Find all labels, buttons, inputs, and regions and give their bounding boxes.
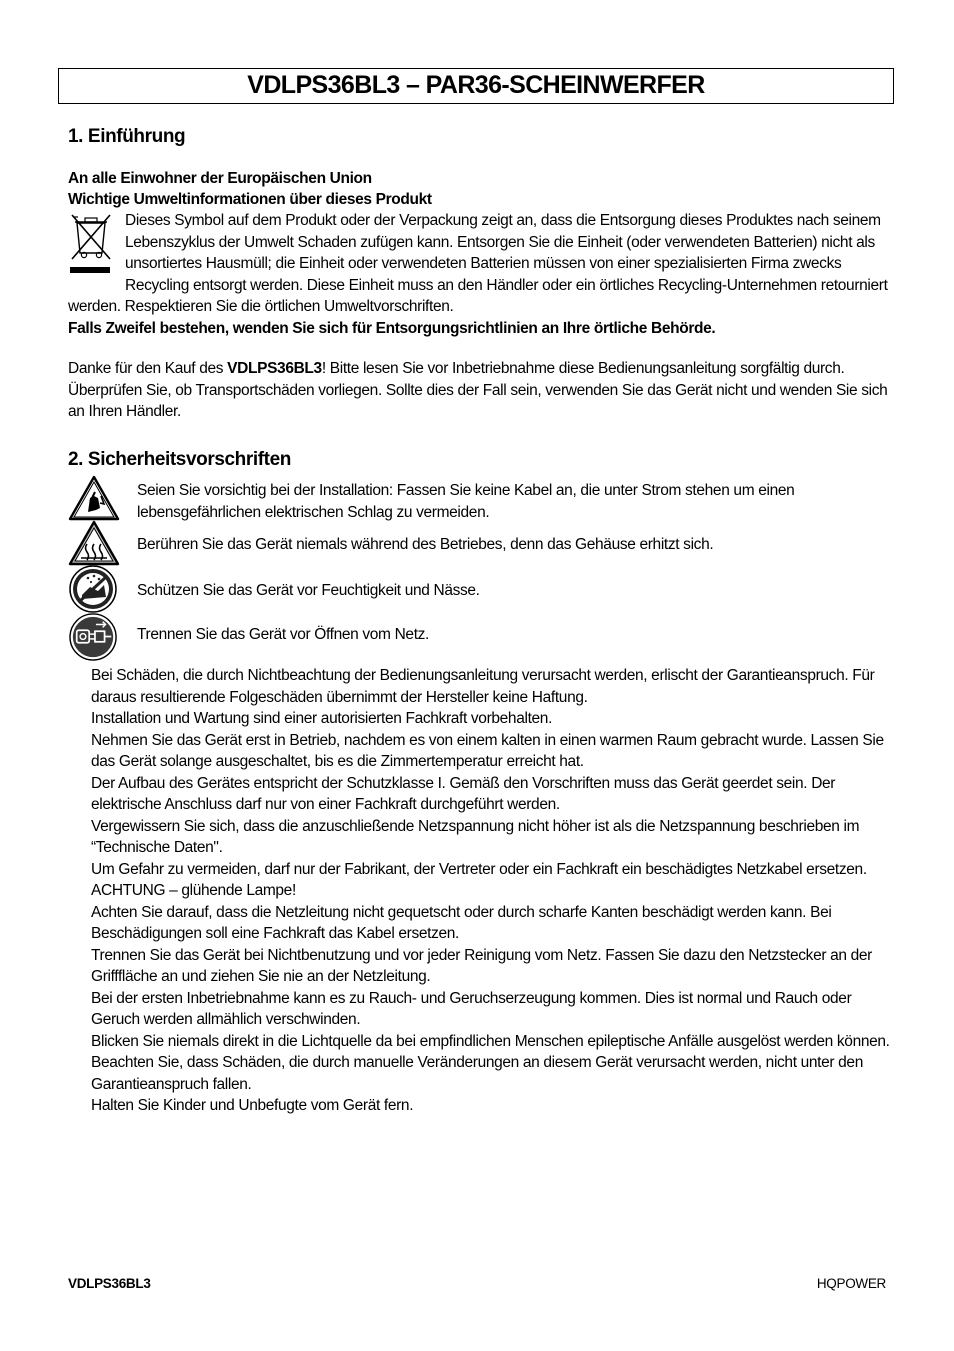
page-title: VDLPS36BL3 – PAR36-SCHEINWERFER	[58, 68, 894, 104]
list-item: ACHTUNG – glühende Lampe!	[91, 882, 296, 899]
safety-rules-list	[91, 665, 891, 1117]
unplug-icon	[68, 613, 120, 661]
section-2-heading: 2. Sicherheitsvorschriften	[68, 449, 291, 470]
footer-model: VDLPS36BL3	[68, 1276, 151, 1291]
thanks-model: VDLPS36BL3	[227, 360, 322, 377]
weee-paragraph	[68, 210, 888, 339]
list-item: Trennen Sie das Gerät bei Nichtbenutzung und vor jeder Reinigung vom Netz. Fassen Sie dazu den Netzstecker an der Grifffläche an und ziehen Sie nie an der Netzleitung.	[91, 946, 872, 985]
list-item: Bei Schäden, die durch Nichtbeachtung der Bedienungsanleitung verursacht werden, erlischt der Garantieanspruch. Für daraus resultierende Folgeschäden übernimmt der Hersteller keine Haftung.	[91, 667, 875, 706]
keep-dry-icon	[68, 565, 120, 613]
thanks-pre: Danke für den Kauf des	[68, 360, 228, 377]
section-1-heading: 1. Einführung	[68, 126, 186, 147]
residents-heading: An alle Einwohner der Europäischen Union	[68, 170, 372, 187]
doubt-text: Falls Zweifel bestehen, wenden Sie sich für Entsorgungsrichtlinien an Ihre örtliche Behörde.	[68, 319, 716, 337]
list-item: Halten Sie Kinder und Unbefugte vom Gerät fern.	[91, 1097, 414, 1114]
thanks-paragraph	[68, 358, 888, 423]
weee-text: Dieses Symbol auf dem Produkt oder der Verpackung zeigt an, dass die Entsorgung dieses Produktes nach seinem Lebenszyklus der Umwelt Schaden zufügen kann. Entsorgen Sie die Einheit (oder verwendeten Batterien) nicht als unsortiertes Hausmüll; die Einheit oder verwendeten Batterien müssen von einer spezialisierten Firma zwecks Recycling entsorgt werden. Diese Einheit muss an den Händler oder ein örtliches Recycling-Unternehmen retourniert werden. Respektieren Sie die örtlichen Umweltvorschriften.	[68, 212, 888, 315]
hot-surface-warning-icon	[68, 519, 120, 567]
list-item: Bei der ersten Inbetriebnahme kann es zu Rauch- und Geruchserzeugung kommen. Dies ist normal und Rauch oder Geruch werden allmählich verschwinden.	[91, 989, 852, 1028]
footer-brand: HQPOWER	[816, 1276, 886, 1291]
list-item: Vergewissern Sie sich, dass die anzuschließende Netzspannung nicht höher ist als die Netzspannung beschrieben im “Technische Daten".	[91, 817, 860, 856]
thanks-post: ! Bitte lesen Sie vor Inbetriebnahme diese Bedienungsanleitung sorgfältig durch. Überprüfen Sie, ob Transportschäden vorliegen. Sollte dies der Fall sein, verwenden Sie das Gerät nicht und wenden Sie sich an Ihren Händler.	[68, 360, 888, 420]
list-item: Installation und Wartung sind einer autorisierten Fachkraft vorbehalten.	[91, 710, 553, 727]
list-item: Der Aufbau des Gerätes entspricht der Schutzklasse I. Gemäß den Vorschriften muss das Gerät geerdet sein. Der elektrische Anschluss darf nur von einer Fachkraft durchgeführt werden.	[91, 774, 836, 813]
warning-text-hot: Berühren Sie das Gerät niemals während des Betriebes, denn das Gehäuse erhitzt sich.	[137, 536, 714, 553]
list-item: Achten Sie darauf, dass die Netzleitung nicht gequetscht oder durch scharfe Kanten beschädigt werden kann. Bei Beschädigungen soll eine Fachkraft das Kabel ersetzen.	[91, 903, 832, 942]
list-item: Um Gefahr zu vermeiden, darf nur der Fabrikant, der Vertreter oder ein Fachkraft ein beschädigtes Netzkabel ersetzen.	[91, 860, 867, 878]
residents-block	[68, 168, 888, 190]
electric-shock-warning-icon	[68, 474, 120, 522]
warning-text-unplug: Trennen Sie das Gerät vor Öffnen vom Netz.	[137, 626, 430, 643]
list-item: Blicken Sie niemals direkt in die Lichtquelle da bei empfindlichen Menschen epileptische Anfälle ausgelöst werden können.	[91, 1032, 890, 1050]
warning-text-moisture: Schützen Sie das Gerät vor Feuchtigkeit und Nässe.	[137, 582, 480, 599]
env-info-heading: Wichtige Umweltinformationen über dieses Produkt	[68, 191, 432, 208]
warning-text-shock: Seien Sie vorsichtig bei der Installation: Fassen Sie keine Kabel an, die unter Strom stehen um einen lebensgefährlichen elektrischen Schlag zu vermeiden.	[137, 482, 795, 521]
list-item: Beachten Sie, dass Schäden, die durch manuelle Veränderungen an diesem Gerät verursacht werden, nicht unter den Garantieanspruch fallen.	[91, 1054, 863, 1093]
list-item: Nehmen Sie das Gerät erst in Betrieb, nachdem es von einem kalten in einen warmen Raum gebracht wurde. Lassen Sie das Gerät solange ausgeschaltet, bis es die Zimmertemperatur erreicht hat.	[91, 731, 884, 770]
